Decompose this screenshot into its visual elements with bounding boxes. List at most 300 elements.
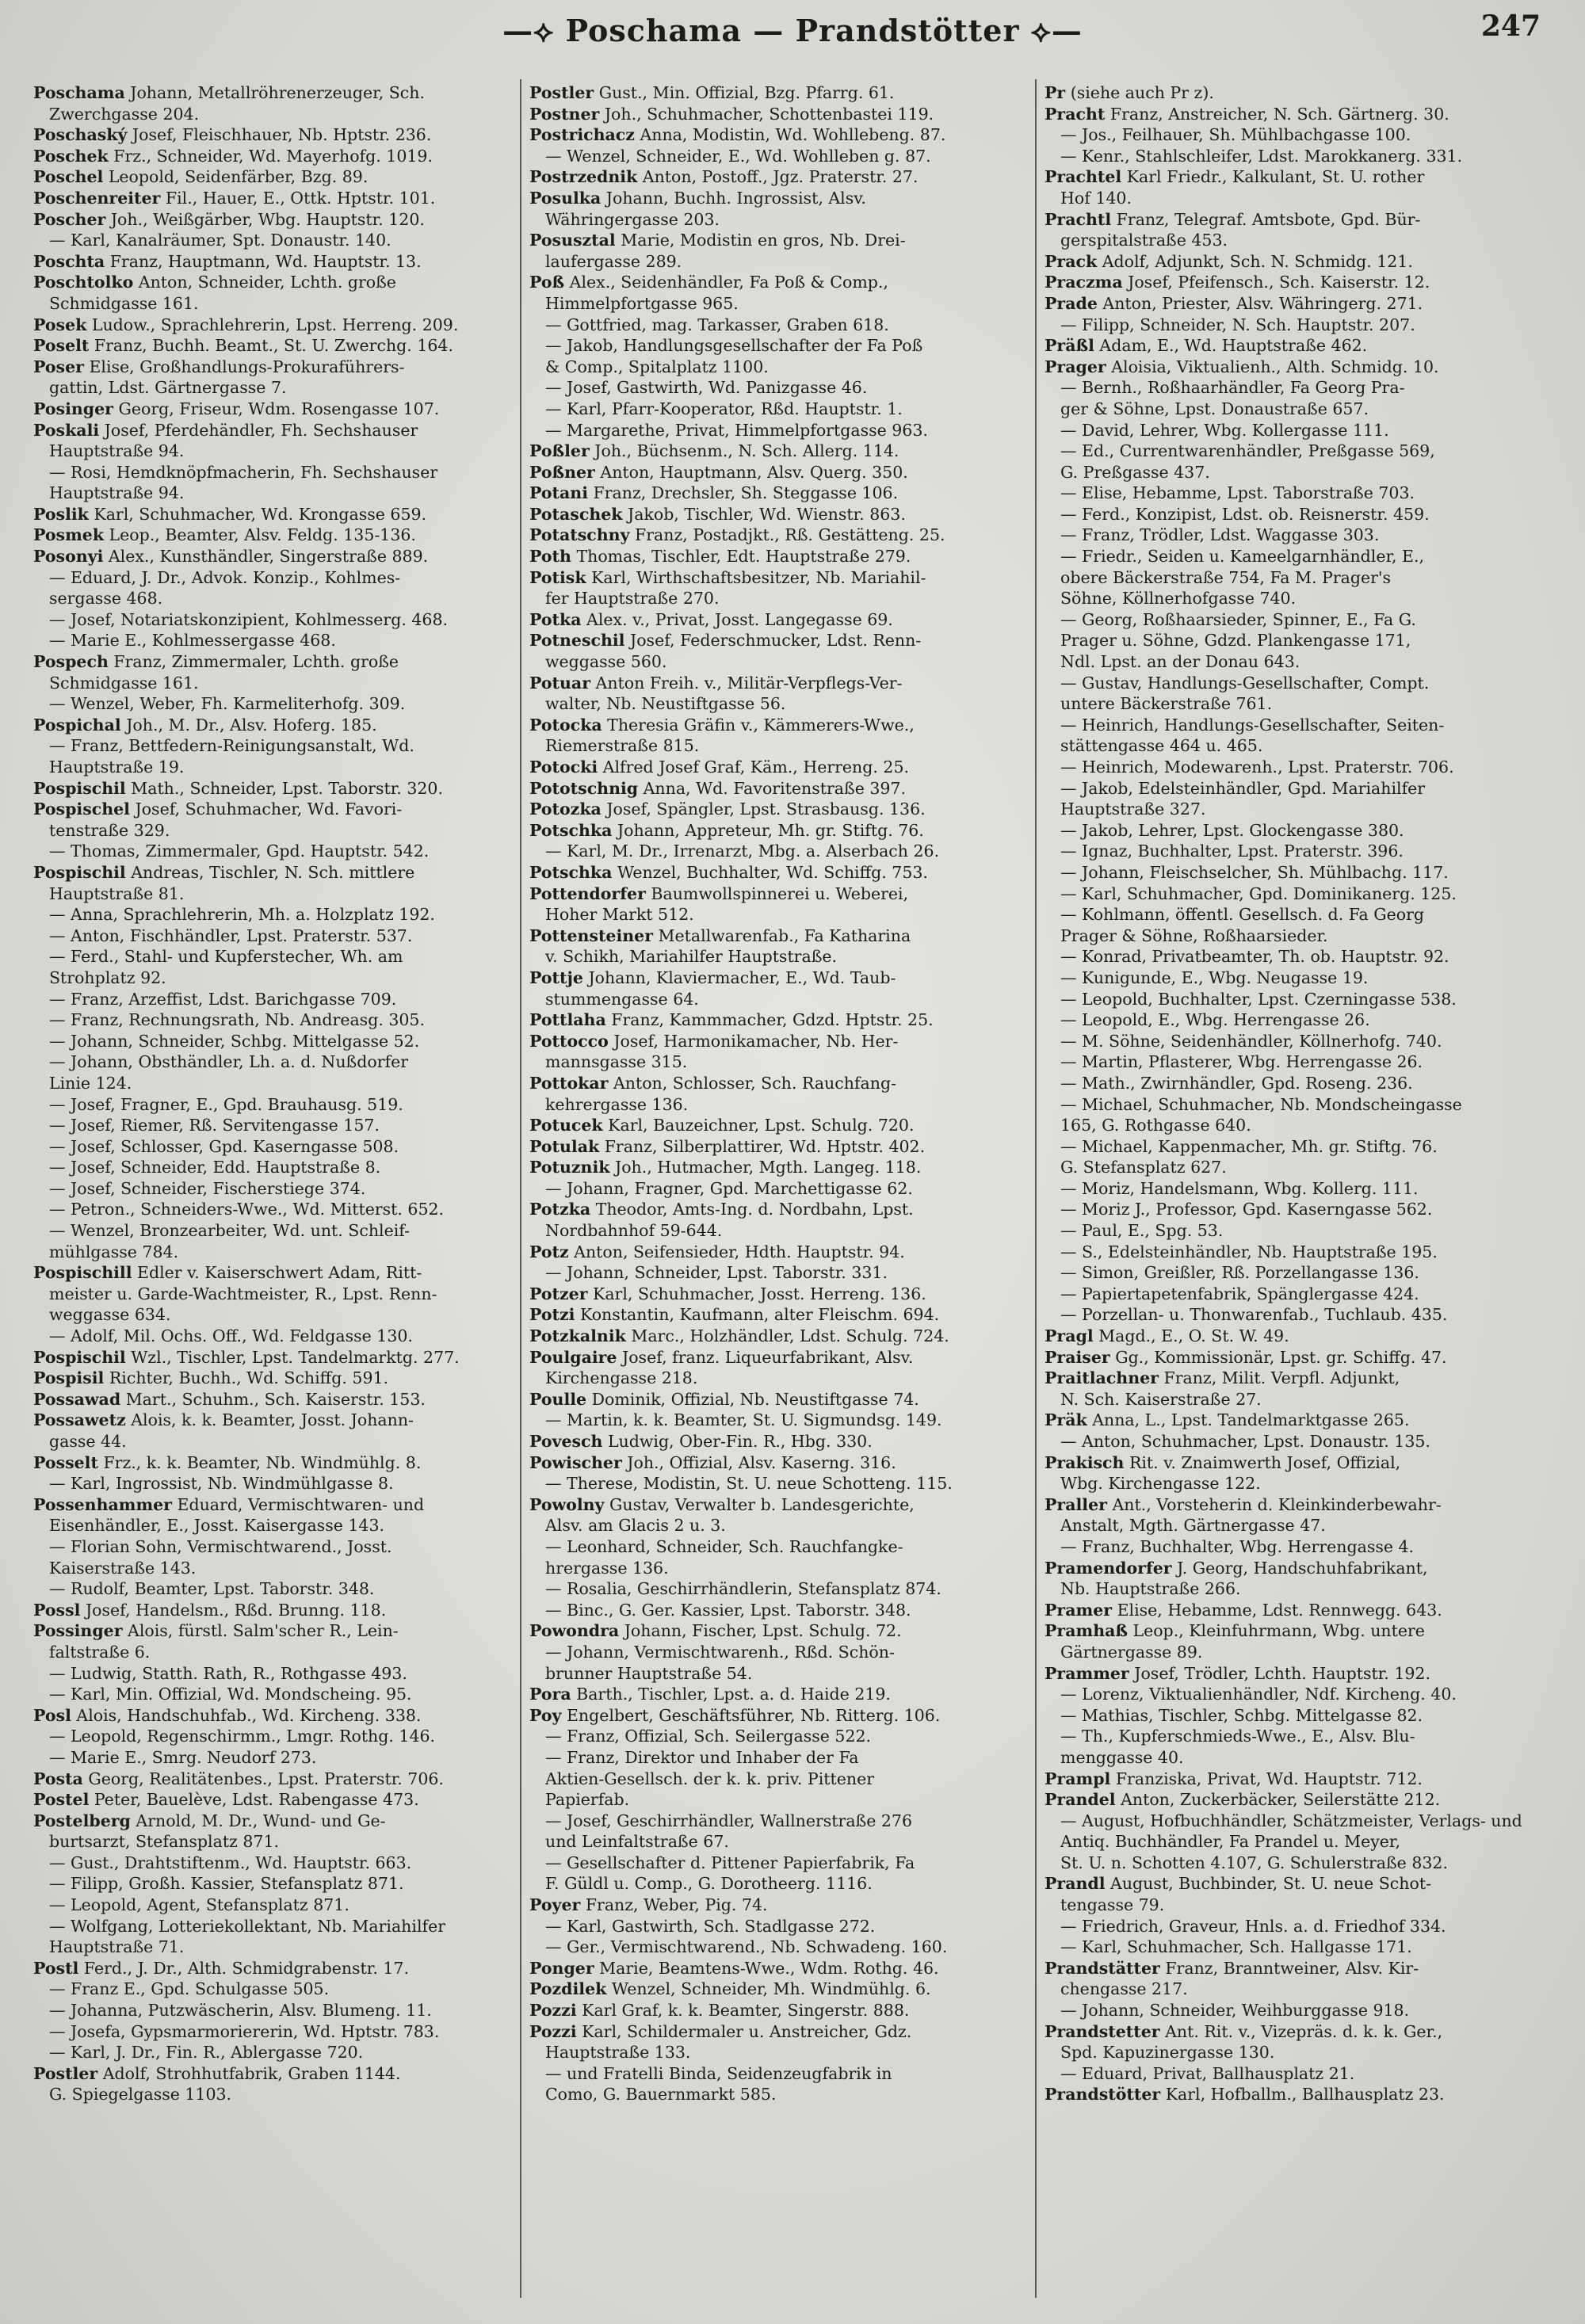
entry-continuation: Himmelpfortgasse 965. <box>545 293 739 313</box>
directory-subentry: — Josef, Schlosser, Gpd. Kaserngasse 508. <box>49 1136 399 1156</box>
directory-entry: Poschek Frz., Schneider, Wd. Mayerhofg. 1019. <box>33 146 433 166</box>
surname: Poßner <box>529 462 595 482</box>
surname: Poschama <box>33 83 125 102</box>
surname: Potisk <box>529 567 586 587</box>
directory-subentry: — Karl, M. Dr., Irrenarzt, Mbg. a. Alserbach 26. <box>545 841 940 861</box>
directory-subentry: — Rudolf, Beamter, Lpst. Taborstr. 348. <box>49 1579 375 1599</box>
surname: Powondra <box>529 1621 620 1641</box>
directory-subentry: — Kohlmann, öffentl. Gesellsch. d. Fa Georg <box>1060 905 1425 925</box>
directory-entry: Poschenreiter Fil., Hauer, E., Ottk. Hptstr. 101. <box>33 188 436 208</box>
directory-entry: Potani Franz, Drechsler, Sh. Steggasse 106. <box>529 483 899 503</box>
directory-subentry: — Binc., G. Ger. Kassier, Lpst. Taborstr. 348. <box>545 1600 911 1620</box>
surname: Posulka <box>529 188 602 208</box>
directory-subentry: — Josef, Schneider, Edd. Hauptstraße 8. <box>49 1158 381 1177</box>
directory-entry: Potocki Alfred Josef Graf, Käm., Herreng. 25. <box>529 757 910 777</box>
directory-subentry: — Ed., Currentwarenhändler, Preßgasse 569, <box>1060 441 1435 461</box>
directory-entry: Potuznik Joh., Hutmacher, Mgth. Langeg. 118. <box>529 1158 922 1177</box>
directory-subentry: — Johann, Schneider, Weihburggasse 918. <box>1060 2001 1410 2021</box>
directory-subentry: — Franz, Direktor und Inhaber der Fa <box>545 1747 859 1767</box>
directory-entry: Possawad Mart., Schuhm., Sch. Kaiserstr. 153. <box>33 1389 426 1409</box>
directory-subentry: — Anna, Sprachlehrerin, Mh. a. Holzplatz 192. <box>49 905 435 925</box>
surname: Potuar <box>529 673 590 693</box>
directory-subentry: — S., Edelsteinhändler, Nb. Hauptstraße 195. <box>1060 1242 1438 1261</box>
surname: Poschaský <box>33 125 128 145</box>
directory-subentry: — Josef, Gastwirth, Wd. Panizgasse 46. <box>545 378 868 398</box>
directory-entry: Pramendorfer J. Georg, Handschuhfabrikant, <box>1045 1558 1428 1578</box>
directory-entry: Prandstätter Franz, Branntweiner, Alsv. Kir- <box>1045 1958 1419 1978</box>
surname: Possawetz <box>33 1410 126 1430</box>
directory-subentry: — Papiertapetenfabrik, Spänglergasse 424. <box>1060 1284 1419 1303</box>
directory-entry: Potschka Johann, Appreteur, Mh. gr. Stiftg. 76. <box>529 820 924 840</box>
directory-subentry: — Heinrich, Modewarenh., Lpst. Praterstr. 706. <box>1060 757 1454 777</box>
directory-subentry: — Friedrich, Graveur, Hnls. a. d. Friedhof 334. <box>1060 1916 1446 1936</box>
surname: Postner <box>529 104 600 124</box>
surname: Pottocco <box>529 1031 609 1051</box>
surname: Präßl <box>1045 336 1094 356</box>
surname: Ponger <box>529 1958 594 1978</box>
directory-entry: Pospech Franz, Zimmermaler, Lchth. große <box>33 652 399 672</box>
directory-subentry: — Kenr., Stahlschleifer, Ldst. Marokkanerg. 331. <box>1060 146 1463 166</box>
directory-entry: Praczma Josef, Pfeifensch., Sch. Kaiserstr. 12. <box>1045 273 1430 292</box>
surname: Pottlaha <box>529 1010 606 1030</box>
entry-continuation: G. Stefansplatz 627. <box>1060 1158 1227 1177</box>
entry-continuation: tengasse 79. <box>1060 1895 1165 1915</box>
surname: Poser <box>33 357 84 376</box>
surname: Posinger <box>33 399 113 418</box>
directory-subentry: — Johann, Obsthändler, Lh. a. d. Nußdorfer <box>49 1052 409 1072</box>
directory-entry: Possinger Alois, fürstl. Salm'scher R., Lein- <box>33 1621 399 1641</box>
entry-continuation: Hauptstraße 19. <box>49 757 185 777</box>
entry-continuation: chengasse 217. <box>1060 1979 1188 1999</box>
directory-subentry: — Franz, Offizial, Sch. Seilergasse 522. <box>545 1727 872 1746</box>
entry-continuation: Schmidgasse 161. <box>49 293 199 313</box>
directory-entry: Poselt Franz, Buchh. Beamt., St. U. Zwerchg. 164. <box>33 336 453 356</box>
directory-entry: Poschaský Josef, Fleischhauer, Nb. Hptstr. 236. <box>33 125 432 145</box>
surname: Poschtolko <box>33 273 134 292</box>
surname: Prade <box>1045 293 1098 313</box>
entry-continuation: Linie 124. <box>49 1073 132 1093</box>
directory-entry: Prandel Anton, Zuckerbäcker, Seilerstätte 212. <box>1045 1790 1441 1810</box>
surname: Posonyi <box>33 547 104 567</box>
directory-entry: Postrichacz Anna, Modistin, Wd. Wohllebeng. 87. <box>529 125 946 145</box>
surname: Pospischil <box>33 862 126 882</box>
surname: Postler <box>529 83 594 102</box>
directory-subentry: — Ludwig, Statth. Rath, R., Rothgasse 493. <box>49 1663 407 1683</box>
directory-subentry: — Gottfried, mag. Tarkasser, Graben 618. <box>545 315 889 334</box>
surname: Postel <box>33 1790 90 1810</box>
directory-subentry: — Martin, Pflasterer, Wbg. Herrengasse 26. <box>1060 1052 1423 1072</box>
surname: Posmek <box>33 525 105 545</box>
surname: Poß <box>529 273 565 292</box>
surname: Potaschek <box>529 504 623 524</box>
directory-subentry: — Therese, Modistin, St. U. neue Schotteng. 115. <box>545 1474 953 1494</box>
surname: Potz <box>529 1242 569 1261</box>
directory-entry: Postl Ferd., J. Dr., Alth. Schmidgrabenstr. 17. <box>33 1958 409 1978</box>
surname: Potulak <box>529 1136 600 1156</box>
directory-entry: Praiser Gg., Kommissionär, Lpst. gr. Schiffg. 47. <box>1045 1347 1447 1367</box>
surname: Postrichacz <box>529 125 635 145</box>
surname: Praczma <box>1045 273 1123 292</box>
directory-subentry: — Jakob, Lehrer, Lpst. Glockengasse 380. <box>1060 820 1404 840</box>
directory-entry: Possawetz Alois, k. k. Beamter, Josst. Johann- <box>33 1410 414 1430</box>
directory-subentry: — Franz, Rechnungsrath, Nb. Andreasg. 305. <box>49 1010 425 1030</box>
directory-subentry: — Gust., Drahtstiftenm., Wd. Hauptstr. 663. <box>49 1853 412 1872</box>
surname: Potatschny <box>529 525 630 545</box>
surname: Possl <box>33 1600 81 1620</box>
directory-entry: Prandstetter Ant. Rit. v., Vizepräs. d. k. k. Ger., <box>1045 2021 1443 2041</box>
entry-continuation: sergasse 468. <box>49 589 163 609</box>
directory-subentry: — Anton, Schuhmacher, Lpst. Donaustr. 135. <box>1060 1432 1430 1451</box>
surname: Pototschnig <box>529 778 639 798</box>
directory-subentry: — Georg, Roßhaarsieder, Spinner, E., Fa G. <box>1060 609 1416 629</box>
directory-entry: Prachtl Franz, Telegraf. Amtsbote, Gpd. Bür- <box>1045 209 1421 229</box>
column-divider <box>1035 79 1037 2298</box>
surname: Potani <box>529 483 588 503</box>
entry-continuation: obere Bäckerstraße 754, Fa M. Prager's <box>1060 567 1392 587</box>
directory-entry: Poßler Joh., Büchsenm., N. Sch. Allerg. 114. <box>529 441 899 461</box>
directory-subentry: — und Fratelli Binda, Seidenzeugfabrik in <box>545 2063 892 2083</box>
directory-subentry: — Filipp, Schneider, N. Sch. Hauptstr. 207. <box>1060 315 1415 334</box>
entry-continuation: Eisenhändler, E., Josst. Kaisergasse 143. <box>49 1516 385 1536</box>
entry-continuation: & Comp., Spitalplatz 1100. <box>545 357 769 376</box>
surname: Pottokar <box>529 1073 609 1093</box>
directory-entry: Poscher Joh., Weißgärber, Wbg. Hauptstr. 120. <box>33 209 425 229</box>
directory-subentry: — Rosi, Hemdknöpfmacherin, Fh. Sechshauser <box>49 462 438 482</box>
entry-continuation: Hauptstraße 327. <box>1060 799 1206 819</box>
surname: Potzkalnik <box>529 1326 626 1346</box>
surname: Pospech <box>33 652 109 672</box>
surname: Poth <box>529 547 571 567</box>
directory-subentry: — Franz E., Gpd. Schulgasse 505. <box>49 1979 330 1999</box>
directory-subentry: — Moriz J., Professor, Gpd. Kaserngasse 562. <box>1060 1200 1433 1219</box>
running-head: —⟡ Poschama — Prandstötter ⟡— <box>502 13 1083 48</box>
entry-continuation: und Leinfaltstraße 67. <box>545 1832 729 1852</box>
surname: Prandstötter <box>1045 2085 1161 2105</box>
directory-entry: Poy Engelbert, Geschäftsführer, Nb. Ritterg. 106. <box>529 1705 941 1725</box>
directory-subentry: — Johann, Fragner, Gpd. Marchettigasse 62. <box>545 1178 913 1198</box>
directory-entry: Pototschnig Anna, Wd. Favoritenstraße 397. <box>529 778 906 798</box>
surname: Pospischil <box>33 1347 126 1367</box>
directory-subentry: — August, Hofbuchhändler, Schätzmeister, Verlags- und <box>1060 1811 1522 1830</box>
directory-entry: Pottensteiner Metallwarenfab., Fa Katharina <box>529 925 911 945</box>
entry-continuation: G. Spiegelgasse 1103. <box>49 2085 232 2105</box>
entry-continuation: gattin, Ldst. Gärtnergasse 7. <box>49 378 287 398</box>
directory-subentry: — Franz, Arzeffist, Ldst. Barichgasse 709. <box>49 989 397 1009</box>
directory-entry: Pospischil Wzl., Tischler, Lpst. Tandelmarktg. 277. <box>33 1347 460 1367</box>
entry-continuation: gasse 44. <box>49 1432 127 1451</box>
directory-subentry: — Filipp, Großh. Kassier, Stefansplatz 871. <box>49 1874 404 1894</box>
directory-entry: Praitlachner Franz, Milit. Verpfl. Adjunkt, <box>1045 1368 1400 1388</box>
entry-continuation: Hauptstraße 81. <box>49 883 185 903</box>
directory-subentry: — Johann, Fleischselcher, Sh. Mühlbachg. 117. <box>1060 862 1449 882</box>
surname: Postelberg <box>33 1811 131 1830</box>
directory-subentry: — Gustav, Handlungs-Gesellschafter, Compt. <box>1060 673 1430 693</box>
entry-continuation: F. Güldl u. Comp., G. Dorotheerg. 1116. <box>545 1874 873 1894</box>
entry-continuation: hrergasse 136. <box>545 1558 669 1578</box>
directory-subentry: — Moriz, Handelsmann, Wbg. Kollerg. 111. <box>1060 1178 1419 1198</box>
directory-entry: Potocka Theresia Gräfin v., Kämmerers-Wwe., <box>529 715 915 735</box>
directory-entry: Prakisch Rit. v. Znaimwerth Josef, Offizial, <box>1045 1452 1401 1472</box>
surname: Potneschil <box>529 631 625 651</box>
surname: Povesch <box>529 1432 603 1451</box>
directory-subentry: — Jakob, Edelsteinhändler, Gpd. Mariahilfer <box>1060 778 1426 798</box>
directory-subentry: — Karl, Schuhmacher, Gpd. Dominikanerg. 125. <box>1060 883 1457 903</box>
directory-entry: Pospischill Edler v. Kaiserschwert Adam, Ritt- <box>33 1263 422 1283</box>
directory-subentry: — Karl, Pfarr-Kooperator, Rßd. Hauptstr. 1. <box>545 399 903 418</box>
surname: Pospischel <box>33 799 130 819</box>
directory-entry: Prager Aloisia, Viktualienh., Alth. Schmidg. 10. <box>1045 357 1439 376</box>
directory-subentry: — Florian Sohn, Vermischtwarend., Josst. <box>49 1536 392 1556</box>
directory-subentry: — Michael, Kappenmacher, Mh. gr. Stiftg. 76. <box>1060 1136 1438 1156</box>
surname: Pottensteiner <box>529 925 654 945</box>
entry-continuation: meister u. Garde-Wachtmeister, R., Lpst. Renn- <box>49 1284 437 1303</box>
directory-entry: Posonyi Alex., Kunsthändler, Singerstraße 889. <box>33 547 429 567</box>
directory-subentry: — Josef, Notariatskonzipient, Kohlmesserg. 468. <box>49 609 449 629</box>
directory-entry: Präk Anna, L., Lpst. Tandelmarktgasse 265. <box>1045 1410 1410 1430</box>
surname: Potozka <box>529 799 602 819</box>
page-header <box>0 6 1585 54</box>
directory-entry: Poth Thomas, Tischler, Edt. Hauptstraße 279. <box>529 547 911 567</box>
directory-entry: Prampl Franziska, Privat, Wd. Hauptstr. 712. <box>1045 1769 1423 1788</box>
surname: Potzka <box>529 1200 591 1219</box>
directory-entry: Pottocco Josef, Harmonikamacher, Nb. Her- <box>529 1031 899 1051</box>
directory-subentry: — Thomas, Zimmermaler, Gpd. Hauptstr. 542. <box>49 841 430 861</box>
directory-column-3 <box>1045 82 1552 2293</box>
directory-entry: Prachtel Karl Friedr., Kalkulant, St. U. rother <box>1045 167 1425 187</box>
directory-entry: Prandl August, Buchbinder, St. U. neue Schot- <box>1045 1874 1432 1894</box>
surname: Poulgaire <box>529 1347 617 1367</box>
entry-continuation: mühlgasse 784. <box>49 1242 179 1261</box>
directory-subentry: — Leopold, Buchhalter, Lpst. Czerningasse 538. <box>1060 989 1457 1009</box>
directory-subentry: — Wenzel, Schneider, E., Wd. Wohlleben g. 87. <box>545 146 931 166</box>
surname: Pottendorfer <box>529 883 646 903</box>
directory-entry: Pospischel Josef, Schuhmacher, Wd. Favori- <box>33 799 403 819</box>
directory-subentry: — Jos., Feilhauer, Sh. Mühlbachgasse 100. <box>1060 125 1411 145</box>
directory-subentry: — Josefa, Gypsmarmoriererin, Wd. Hptstr. 783. <box>49 2021 440 2041</box>
surname: Prandl <box>1045 1874 1106 1894</box>
entry-continuation: Hauptstraße 71. <box>49 1937 185 1957</box>
directory-entry: Poschama Johann, Metallröhrenerzeuger, Sch. <box>33 83 425 102</box>
directory-subentry: — Ferd., Konzipist, Ldst. ob. Reisnerstr. 459. <box>1060 504 1430 524</box>
directory-entry: Praller Ant., Vorsteherin d. Kleinkinderbewahr- <box>1045 1494 1442 1514</box>
entry-continuation: Hauptstraße 94. <box>49 483 185 503</box>
directory-entry: Poyer Franz, Weber, Pig. 74. <box>529 1895 768 1915</box>
directory-entry: Posta Georg, Realitätenbes., Lpst. Praterstr. 706. <box>33 1769 444 1788</box>
directory-subentry: — Karl, Schuhmacher, Sch. Hallgasse 171. <box>1060 1937 1412 1957</box>
surname: Prager <box>1045 357 1106 376</box>
directory-entry: Poser Elise, Großhandlungs-Prokuraführers- <box>33 357 405 376</box>
entry-continuation: burtsarzt, Stefansplatz 871. <box>49 1832 280 1852</box>
directory-entry: Potka Alex. v., Privat, Josst. Langegasse 69. <box>529 609 893 629</box>
directory-entry: Possl Josef, Handelsm., Rßd. Brunng. 118. <box>33 1600 387 1620</box>
entry-continuation: Hauptstraße 133. <box>545 2043 691 2063</box>
directory-subentry: — Rosalia, Geschirrhändlerin, Stefansplatz 874. <box>545 1579 941 1599</box>
surname: Poscher <box>33 209 106 229</box>
directory-subentry: — Ignaz, Buchhalter, Lpst. Praterstr. 396. <box>1060 841 1404 861</box>
directory-subentry: — Anton, Fischhändler, Lpst. Praterstr. 537. <box>49 925 413 945</box>
surname: Potzer <box>529 1284 588 1303</box>
surname: Poschenreiter <box>33 188 161 208</box>
directory-entry: Pospichal Joh., M. Dr., Alsv. Hoferg. 185. <box>33 715 377 735</box>
entry-continuation: brunner Hauptstraße 54. <box>545 1663 753 1683</box>
directory-subentry: — Paul, E., Spg. 53. <box>1060 1221 1224 1241</box>
directory-subentry: — Petron., Schneiders-Wwe., Wd. Mitterst. 652. <box>49 1200 445 1219</box>
entry-continuation: weggasse 560. <box>545 652 667 672</box>
surname: Potucek <box>529 1116 603 1135</box>
directory-entry: Pozzi Karl Graf, k. k. Beamter, Singerstr. 888. <box>529 2001 910 2021</box>
entry-continuation: Kirchengasse 218. <box>545 1368 698 1388</box>
directory-entry: Prandstötter Karl, Hofballm., Ballhausplatz 23. <box>1045 2085 1445 2105</box>
entry-continuation: Strohplatz 92. <box>49 967 166 987</box>
surname: Prandstetter <box>1045 2021 1160 2041</box>
directory-entry: Potzka Theodor, Amts-Ing. d. Nordbahn, Lpst. <box>529 1200 914 1219</box>
entry-continuation: Prager & Söhne, Roßhaarsieder. <box>1060 925 1328 945</box>
directory-subentry: — Leonhard, Schneider, Sch. Rauchfangke- <box>545 1536 903 1556</box>
surname: Poy <box>529 1705 562 1725</box>
directory-entry: Prack Adolf, Adjunkt, Sch. N. Schmidg. 121. <box>1045 251 1413 271</box>
directory-entry: Powondra Johann, Fischer, Lpst. Schulg. 72. <box>529 1621 902 1641</box>
surname: Poyer <box>529 1895 581 1915</box>
surname: Pramhaß <box>1045 1621 1128 1641</box>
surname: Poslik <box>33 504 89 524</box>
directory-subentry: — Karl, Min. Offizial, Wd. Mondscheing. 95. <box>49 1685 412 1704</box>
directory-subentry: — Franz, Buchhalter, Wbg. Herrengasse 4. <box>1060 1536 1415 1556</box>
directory-entry: Potzer Karl, Schuhmacher, Josst. Herreng. 136. <box>529 1284 926 1303</box>
directory-entry: Poschtolko Anton, Schneider, Lchth. große <box>33 273 396 292</box>
directory-subentry: — Josef, Fragner, E., Gpd. Brauhausg. 519. <box>49 1094 403 1114</box>
directory-entry: Potneschil Josef, Federschmucker, Ldst. Renn- <box>529 631 922 651</box>
directory-subentry: — Elise, Hebamme, Lpst. Taborstraße 703. <box>1060 483 1415 503</box>
surname: Pr <box>1045 83 1066 102</box>
directory-subentry: — Josef, Schneider, Fischerstiege 374. <box>49 1178 366 1198</box>
directory-subentry: — Leopold, Regenschirmm., Lmgr. Rothg. 146. <box>49 1727 436 1746</box>
surname: Pozzi <box>529 2001 577 2021</box>
directory-entry: Poskali Josef, Pferdehändler, Fh. Sechshauser <box>33 420 418 440</box>
surname: Praiser <box>1045 1347 1110 1367</box>
surname: Pramer <box>1045 1600 1113 1620</box>
entry-continuation: untere Bäckerstraße 761. <box>1060 694 1273 714</box>
directory-subentry: — Bernh., Roßhaarhändler, Fa Georg Pra- <box>1060 378 1405 398</box>
entry-continuation: Prager u. Söhne, Gdzd. Plankengasse 171, <box>1060 631 1411 651</box>
entry-continuation: gerspitalstraße 453. <box>1060 231 1228 250</box>
directory-subentry: — Wenzel, Bronzearbeiter, Wd. unt. Schleif- <box>49 1221 411 1241</box>
entry-continuation: fer Hauptstraße 270. <box>545 589 720 609</box>
directory-subentry: — Simon, Greißler, Rß. Porzellangasse 136. <box>1060 1263 1419 1283</box>
directory-entry: Pozdilek Wenzel, Schneider, Mh. Windmühlg. 6. <box>529 1979 931 1999</box>
directory-subentry: — Franz, Bettfedern-Reinigungsanstalt, Wd. <box>49 736 414 756</box>
surname: Posselt <box>33 1452 98 1472</box>
directory-entry: Postler Gust., Min. Offizial, Bzg. Pfarrg. 61. <box>529 83 895 102</box>
surname: Pospichal <box>33 715 121 735</box>
directory-subentry: — Martin, k. k. Beamter, St. U. Sigmundsg. 149. <box>545 1410 942 1430</box>
surname: Poßler <box>529 441 590 461</box>
surname: Poulle <box>529 1389 587 1409</box>
directory-entry: Potatschny Franz, Postadjkt., Rß. Gestätteng. 25. <box>529 525 945 545</box>
directory-entry: Postelberg Arnold, M. Dr., Wund- und Ge- <box>33 1811 386 1830</box>
surname: Pora <box>529 1685 571 1704</box>
directory-entry: Ponger Marie, Beamtens-Wwe., Wdm. Rothg. 46. <box>529 1958 939 1978</box>
surname: Praitlachner <box>1045 1368 1159 1388</box>
directory-subentry: — Franz, Trödler, Ldst. Waggasse 303. <box>1060 525 1380 545</box>
directory-entry: Potzi Konstantin, Kaufmann, alter Fleischm. 694. <box>529 1305 940 1325</box>
directory-entry: Pospischil Math., Schneider, Lpst. Taborstr. 320. <box>33 778 443 798</box>
directory-entry: Pramer Elise, Hebamme, Ldst. Rennwegg. 643. <box>1045 1600 1442 1620</box>
directory-subentry: — Ger., Vermischtwarend., Nb. Schwadeng. 160. <box>545 1937 948 1957</box>
directory-entry: Possenhammer Eduard, Vermischtwaren- und <box>33 1494 425 1514</box>
surname: Postrzednik <box>529 167 638 187</box>
directory-subentry: — Leopold, Agent, Stefansplatz 871. <box>49 1895 349 1915</box>
surname: Possawad <box>33 1389 121 1409</box>
entry-continuation: mannsgasse 315. <box>545 1052 688 1072</box>
directory-entry: Potulak Franz, Silberplattirer, Wd. Hptstr. 402. <box>529 1136 926 1156</box>
entry-continuation: Anstalt, Mgth. Gärtnergasse 47. <box>1060 1516 1326 1536</box>
directory-entry: Povesch Ludwig, Ober-Fin. R., Hbg. 330. <box>529 1432 873 1451</box>
surname: Posl <box>33 1705 71 1725</box>
entry-continuation: v. Schikh, Mariahilfer Hauptstraße. <box>545 947 838 967</box>
entry-continuation: Kaiserstraße 143. <box>49 1558 197 1578</box>
entry-continuation: Riemerstraße 815. <box>545 736 700 756</box>
surname: Praller <box>1045 1494 1107 1514</box>
entry-continuation: G. Preßgasse 437. <box>1060 462 1210 482</box>
surname: Pracht <box>1045 104 1106 124</box>
directory-subentry: — M. Söhne, Seidenhändler, Köllnerhofg. 740. <box>1060 1031 1442 1051</box>
surname: Potuznik <box>529 1158 610 1177</box>
surname: Potschka <box>529 862 613 882</box>
directory-entry: Posek Ludow., Sprachlehrerin, Lpst. Herreng. 209. <box>33 315 459 334</box>
directory-subentry: — David, Lehrer, Wbg. Kollergasse 111. <box>1060 420 1389 440</box>
entry-continuation: stummengasse 64. <box>545 989 699 1009</box>
directory-subentry: — Heinrich, Handlungs-Gesellschafter, Seiten- <box>1060 715 1445 735</box>
directory-entry: Poschel Leopold, Seidenfärber, Bzg. 89. <box>33 167 369 187</box>
directory-entry: Potzkalnik Marc., Holzhändler, Ldst. Schulg. 724. <box>529 1326 949 1346</box>
entry-continuation: Zwerchgasse 204. <box>49 104 200 124</box>
directory-entry: Posmek Leop., Beamter, Alsv. Feldg. 135-136. <box>33 525 416 545</box>
directory-entry: Posselt Frz., k. k. Beamter, Nb. Windmühlg. 8. <box>33 1452 422 1472</box>
entry-continuation: Hauptstraße 94. <box>49 441 185 461</box>
entry-continuation: Spd. Kapuzinergasse 130. <box>1060 2043 1275 2063</box>
directory-subentry: — Gesellschafter d. Pittener Papierfabrik, Fa <box>545 1853 915 1872</box>
directory-subentry: — Eduard, Privat, Ballhausplatz 21. <box>1060 2063 1355 2083</box>
directory-entry: Potucek Karl, Bauzeichner, Lpst. Schulg. 720. <box>529 1116 915 1135</box>
entry-continuation: faltstraße 6. <box>49 1642 151 1662</box>
directory-entry: Poß Alex., Seidenhändler, Fa Poß & Comp., <box>529 273 888 292</box>
surname: Pospischil <box>33 778 126 798</box>
surname: Posek <box>33 315 87 334</box>
directory-entry: Pora Barth., Tischler, Lpst. a. d. Haide 219. <box>529 1685 891 1704</box>
directory-entry: Potschka Wenzel, Buchhalter, Wd. Schiffg. 753. <box>529 862 928 882</box>
directory-column-1 <box>33 82 509 2293</box>
surname: Posusztal <box>529 231 616 250</box>
surname: Possinger <box>33 1621 123 1641</box>
directory-subentry: — Johanna, Putzwäscherin, Alsv. Blumeng. 11. <box>49 2001 432 2021</box>
entry-continuation: Wbg. Kirchengasse 122. <box>1060 1474 1261 1494</box>
surname: Prack <box>1045 251 1098 271</box>
directory-subentry: — Jakob, Handlungsgesellschafter der Fa Poß <box>545 336 923 356</box>
surname: Poschel <box>33 167 104 187</box>
directory-entry: Prammer Josef, Trödler, Lchth. Hauptstr. 192. <box>1045 1663 1430 1683</box>
directory-subentry: — Margarethe, Privat, Himmelpfortgasse 963. <box>545 420 928 440</box>
directory-entry: Poslik Karl, Schuhmacher, Wd. Krongasse 659. <box>33 504 427 524</box>
directory-subentry: — Josef, Riemer, Rß. Servitengasse 157. <box>49 1116 380 1135</box>
surname: Prandstätter <box>1045 1958 1160 1978</box>
entry-continuation: walter, Nb. Neustiftgasse 56. <box>545 694 786 714</box>
directory-entry: Poschta Franz, Hauptmann, Wd. Hauptstr. 13. <box>33 251 422 271</box>
surname: Poselt <box>33 336 90 356</box>
directory-entry: Potaschek Jakob, Tischler, Wd. Wienstr. 863. <box>529 504 906 524</box>
surname: Pospisil <box>33 1368 105 1388</box>
surname: Pragl <box>1045 1326 1094 1346</box>
directory-entry: Pragl Magd., E., O. St. W. 49. <box>1045 1326 1289 1346</box>
